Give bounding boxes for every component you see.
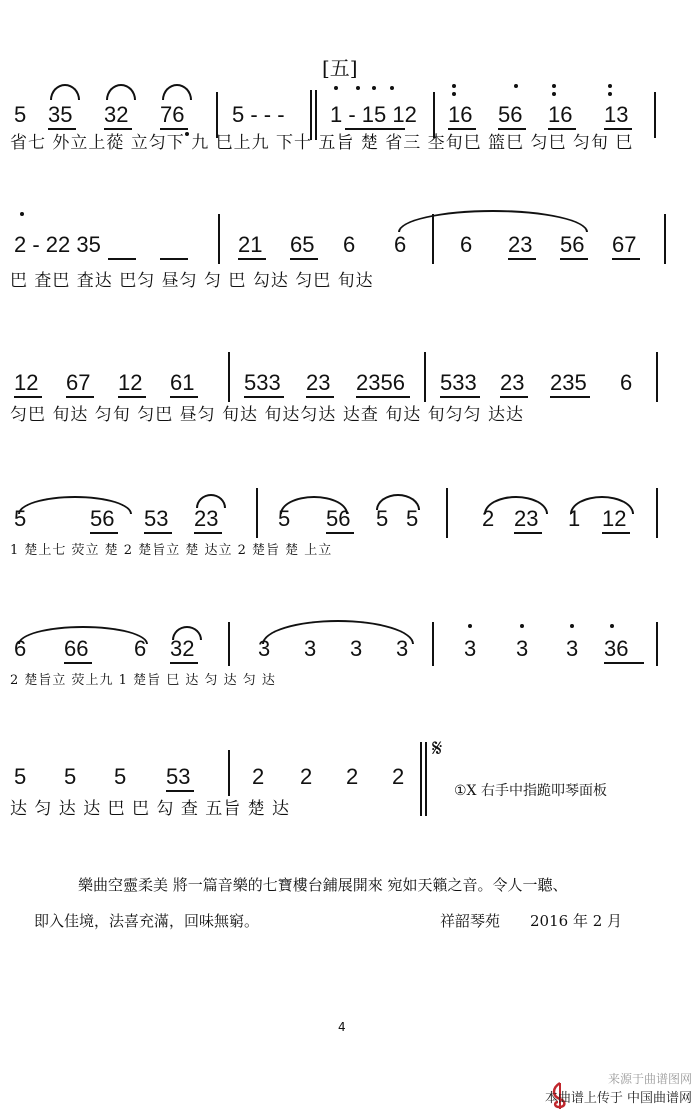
note: 1 - 15 12 <box>330 102 417 127</box>
note: 21 <box>238 232 263 257</box>
note: 3 <box>566 636 579 661</box>
credit-text: 本曲谱上传于 中国曲谱网 <box>544 1091 692 1106</box>
description-line-1: 樂曲空靈柔美 將一篇音樂的七寶樓台鋪展開來 宛如天籟之音。令人一聽、 <box>78 876 568 894</box>
note: 3 <box>258 636 271 661</box>
note: 533 <box>440 370 477 395</box>
note: 2 <box>252 764 265 789</box>
note: 67 <box>612 232 637 257</box>
note: 5 <box>114 764 127 789</box>
note: 12 <box>14 370 39 395</box>
note: 5 <box>406 506 419 531</box>
note: 3 <box>304 636 317 661</box>
note: 5 <box>278 506 291 531</box>
score-row-1 <box>0 70 700 180</box>
description-line-2: 即入佳境，法喜充滿，回味無窮。 <box>34 912 260 930</box>
note: 5 <box>14 764 27 789</box>
note: 36 <box>604 636 629 661</box>
note: 6 <box>620 370 633 395</box>
note: 12 <box>118 370 143 395</box>
note: 23 <box>514 506 539 531</box>
note: 23 <box>306 370 331 395</box>
note: 56 <box>560 232 585 257</box>
site-credit <box>545 1070 692 1106</box>
note: 12 <box>602 506 627 531</box>
note: 2 <box>392 764 405 789</box>
note: 3 <box>396 636 409 661</box>
note: 23 <box>194 506 219 531</box>
score-row-3 <box>0 340 700 450</box>
section-heading: [五] <box>322 56 358 80</box>
note: 35 <box>48 102 73 127</box>
note: 3 <box>516 636 529 661</box>
tablature-text: 达 匀 达 达 巴 巴 勾 查 五旨 楚 达 <box>10 799 291 819</box>
note: 32 <box>104 102 129 127</box>
note: 32 <box>170 636 195 661</box>
score-row-6 <box>0 734 700 852</box>
note: 67 <box>66 370 91 395</box>
tablature-text: 巴 査巴 査达 巴匀 昼匀 匀 巴 勾达 匀巴 旬达 <box>10 271 374 291</box>
score-row-5 <box>0 612 700 722</box>
note: 235 <box>550 370 587 395</box>
note: 5 - - - <box>232 102 285 127</box>
note: 53 <box>166 764 191 789</box>
note: 3 <box>350 636 363 661</box>
note: 6 <box>14 636 27 661</box>
footnote: ①X 右手中指跪叩琴面板 <box>454 783 607 799</box>
signature: 祥韶琴苑 <box>440 912 501 930</box>
note: 53 <box>144 506 169 531</box>
note: 66 <box>64 636 89 661</box>
note: 5 <box>64 764 77 789</box>
tablature-text: 匀巴 旬达 匀旬 匀巴 昼匀 旬达 旬达匀达 达查 旬达 旬匀匀 达达 <box>10 405 525 425</box>
note: 16 <box>448 102 473 127</box>
note: 5 <box>376 506 389 531</box>
tablature-text: 2 楚旨立 荧上九 1 楚旨 巳 达 匀 达 匀 达 <box>10 673 276 688</box>
tablature-text: 省七 外立上蓯 立匀下 九 巳上九 下十 五旨 楚 省三 杢旬巳 篮巳 匀巳 匀旬 巳 <box>10 133 634 153</box>
note: 13 <box>604 102 629 127</box>
note: 76 <box>160 102 185 127</box>
note: 6 <box>394 232 407 257</box>
note: 5 <box>14 506 27 531</box>
note: 16 <box>548 102 573 127</box>
score-row-4 <box>0 480 700 590</box>
note: 533 <box>244 370 281 395</box>
note: 6 <box>460 232 473 257</box>
page-number: 4 <box>338 1020 346 1034</box>
note: 1 <box>568 506 581 531</box>
note: 2 - 22 35 <box>14 232 101 257</box>
note: 6 <box>134 636 147 661</box>
note: 2356 <box>356 370 405 395</box>
segno-sign: 𝄋 <box>432 734 443 762</box>
note: 56 <box>90 506 115 531</box>
note: 3 <box>464 636 477 661</box>
note: 2 <box>346 764 359 789</box>
note: 61 <box>170 370 195 395</box>
score-row-2 <box>0 200 700 310</box>
note: 2 <box>300 764 313 789</box>
note: 56 <box>326 506 351 531</box>
date: 2016 年 2 月 <box>530 912 623 930</box>
tablature-text: 1 楚上七 荧立 楚 2 楚旨立 楚 达立 2 楚旨 楚 上立 <box>10 543 333 558</box>
note: 2 <box>482 506 495 531</box>
note: 23 <box>500 370 525 395</box>
note: 56 <box>498 102 523 127</box>
note: 6 <box>343 232 356 257</box>
note: 23 <box>508 232 533 257</box>
note: 5 <box>14 102 27 127</box>
credit-site[interactable]: 来源于曲谱图网 <box>607 1072 692 1086</box>
note: 65 <box>290 232 315 257</box>
